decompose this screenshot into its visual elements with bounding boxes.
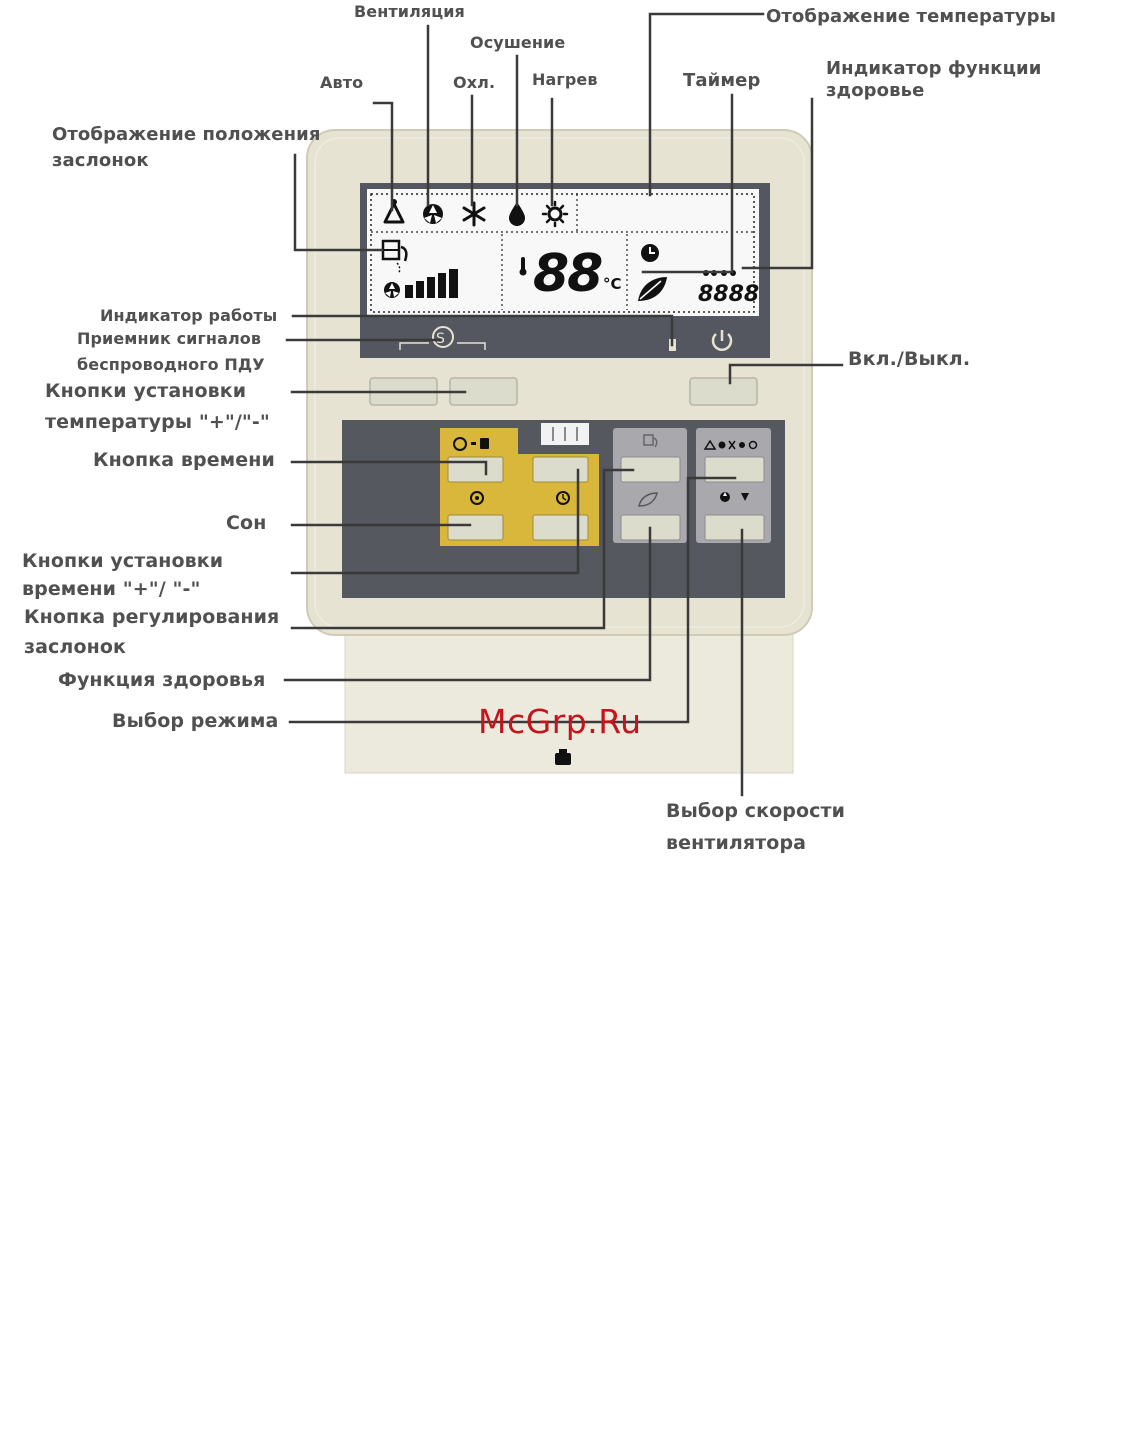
fan-speed-button[interactable]: [705, 515, 764, 540]
label-operation-indicator: Индикатор работы: [100, 306, 278, 325]
temperature-unit: °C: [603, 275, 622, 293]
label-dry: Осушение: [470, 33, 566, 52]
label-receiver-line1: Приемник сигналов: [77, 329, 262, 348]
label-time-set-line2: времени "+"/ "-": [22, 577, 201, 600]
temp-minus-button[interactable]: [370, 378, 437, 405]
power-button[interactable]: [690, 378, 757, 405]
label-receiver: [77, 327, 265, 377]
label-louver-button: [24, 604, 279, 661]
sleep-button[interactable]: [448, 515, 503, 540]
label-louver-display-line2: заслонок: [52, 150, 149, 172]
label-louver-button-line2: заслонок: [24, 635, 126, 658]
label-mode-select: Выбор режима: [112, 710, 279, 732]
label-health-function: Функция здоровья: [58, 669, 266, 691]
label-heat: Нагрев: [532, 70, 598, 89]
operation-indicator-led: [669, 339, 676, 351]
temp-plus-button[interactable]: [450, 378, 517, 405]
label-sleep: Сон: [226, 512, 267, 534]
label-fan-speed-line1: Выбор скорости: [666, 800, 846, 822]
label-ventilation: Вентиляция: [354, 2, 465, 21]
mode-button[interactable]: [705, 457, 764, 482]
label-time-set-line1: Кнопки установки: [22, 550, 224, 572]
label-timer: Таймер: [683, 70, 761, 91]
watermark: McGrp.Ru: [478, 702, 642, 741]
time-minus-button[interactable]: [533, 515, 588, 540]
health-button[interactable]: [621, 515, 680, 540]
timer-digits: 8888: [698, 282, 760, 307]
label-louver-display: [52, 122, 321, 174]
label-temp-display: Отображение температуры: [766, 6, 1057, 27]
label-louver-button-line1: Кнопка регулирования: [24, 606, 280, 628]
ventilation-icon: [423, 204, 443, 224]
label-temp-buttons-line2: температуры "+"/"-": [45, 410, 270, 433]
label-temp-buttons-line1: Кнопки установки: [45, 380, 247, 402]
louver-button[interactable]: [621, 457, 680, 482]
temperature-digits: 88: [533, 244, 602, 304]
clock-icon: [641, 244, 659, 262]
label-fan-speed: [666, 798, 845, 857]
controller-unit: [305, 105, 835, 785]
label-health-indicator: [826, 56, 1041, 104]
label-cool: Охл.: [453, 73, 496, 92]
label-fan-speed-line2: вентилятора: [666, 831, 807, 854]
label-health-indicator-line2: здоровье: [826, 80, 925, 102]
label-time-set: [22, 548, 223, 603]
label-temp-buttons: [45, 378, 270, 436]
label-health-indicator-line1: Индикатор функции: [826, 58, 1042, 79]
svg-text:S: S: [436, 331, 445, 347]
label-receiver-line2: беспроводного ПДУ: [77, 355, 265, 374]
time-plus-button[interactable]: [533, 457, 588, 482]
label-auto: Авто: [320, 73, 364, 92]
label-time-button: Кнопка времени: [93, 449, 275, 471]
label-louver-display-line1: Отображение положения: [52, 124, 321, 145]
label-onoff: Вкл./Выкл.: [848, 348, 971, 370]
time-button[interactable]: [448, 457, 503, 482]
